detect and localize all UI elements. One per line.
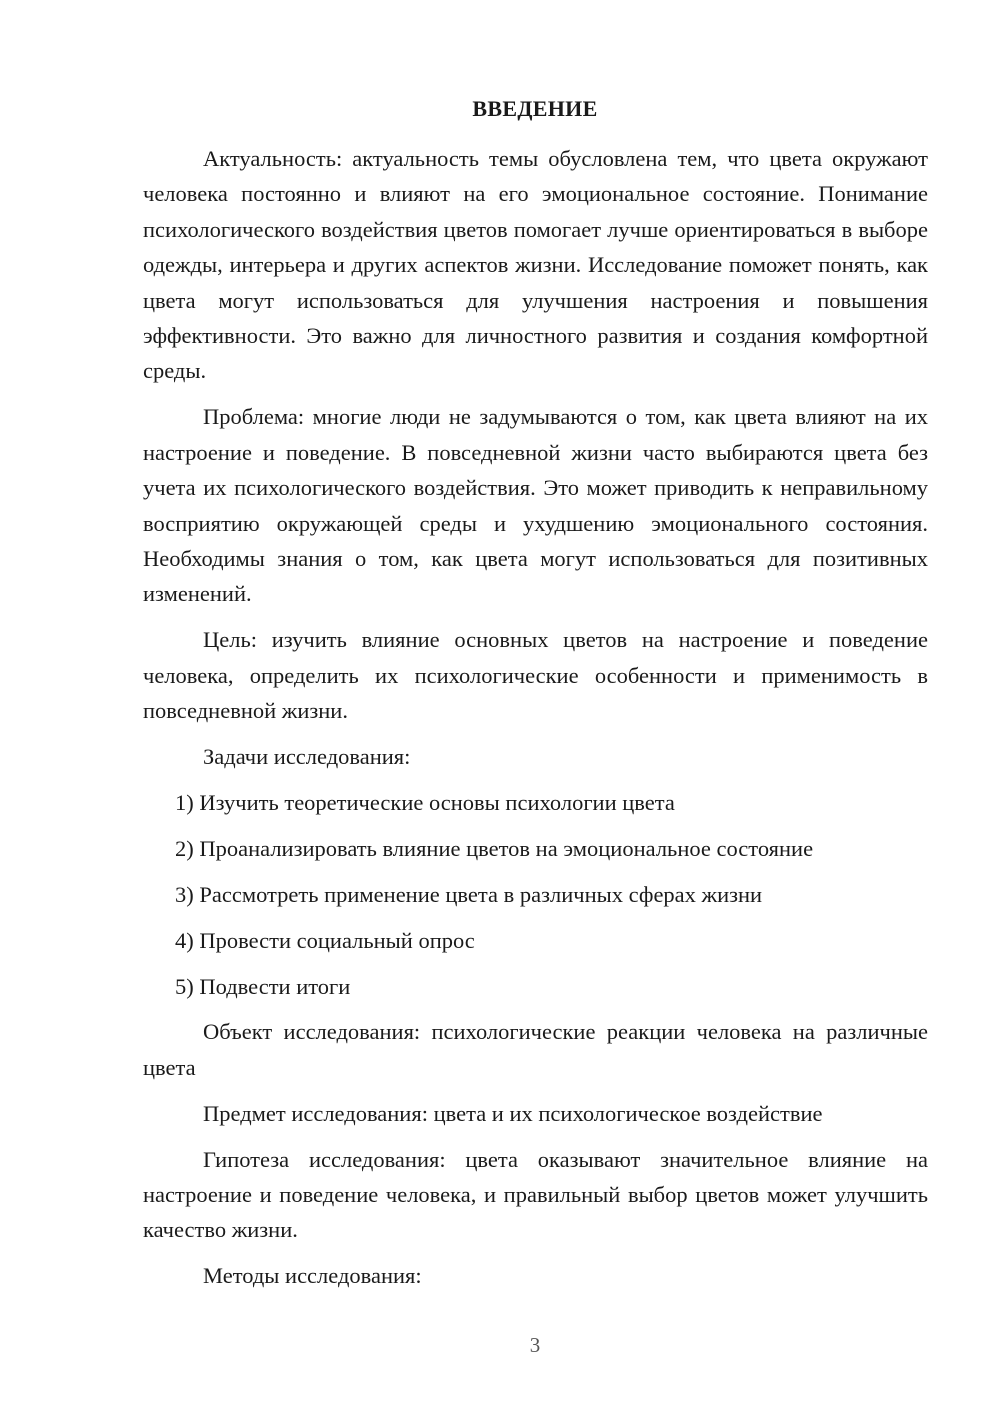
task-item: 2) Проанализировать влияние цветов на эмоциональное состояние (175, 835, 814, 861)
methods-heading: Методы исследования: (203, 1263, 422, 1289)
tasks-list (143, 785, 928, 1004)
task-item: 5) Подвести итоги (175, 973, 351, 999)
page-number: 3 (529, 1333, 541, 1357)
paragraph-hypothesis: Гипотеза исследования: цвета оказывают значительное влияние на настроение и поведение человека, и правильный выбор цветов может улучшить качество жизни. (143, 1146, 928, 1243)
paragraph-object: Объект исследования: психологические реакции человека на различные цвета (143, 1019, 928, 1080)
paragraph-subject: Предмет исследования: цвета и их психологическое воздействие (203, 1100, 823, 1126)
paragraph-relevance: Актуальность: актуальность темы обусловлена тем, что цвета окружают человека постоянно и влияют на его эмоциональное состояние. Понимание психологического воздействия цветов помогает лучше ориентироваться в выборе одежды, интерьера и других аспектов жизни. Исследование поможет понять, как цвета могут использоваться для улучшения настроения и повышения эффективности. Это важно для личностного развития и создания комфортной среды. (143, 146, 928, 384)
task-item: 3) Рассмотреть применение цвета в различных сферах жизни (175, 881, 763, 907)
task-item: 1) Изучить теоретические основы психологии цвета (175, 789, 675, 815)
task-item: 4) Провести социальный опрос (175, 927, 475, 953)
tasks-heading: Задачи исследования: (203, 744, 411, 769)
document-body (143, 141, 928, 1304)
paragraph-problem: Проблема: многие люди не задумываются о том, как цвета влияют на их настроение и поведение. В повседневной жизни часто выбираются цвета без учета их психологического воздействия. Это может приводить к неправильному восприятию окружающей среды и ухудшению эмоционального состояния. Необходимы знания о том, как цвета могут использоваться для позитивных изменений. (143, 404, 928, 607)
paragraph-goal: Цель: изучить влияние основных цветов на настроение и поведение человека, определить их психологические особенности и применимость в повседневной жизни. (143, 627, 928, 724)
page-title: ВВЕДЕНИЕ (472, 96, 598, 121)
